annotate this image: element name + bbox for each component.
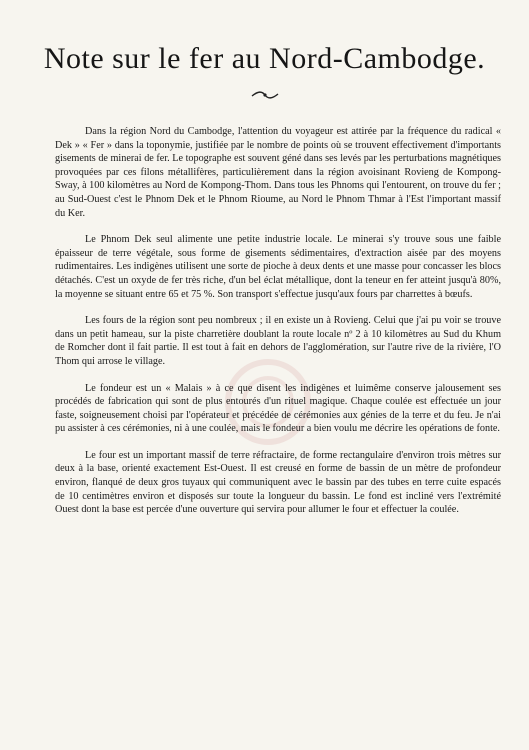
paragraph: Dans la région Nord du Cambodge, l'attention du voyageur est attirée par la fréquence du radical « Dek » « Fer » dans la toponymie, justifiée par le nombre de points où se trouvent effectivement d'importants gisements de minerai de fer. Le topographe est souvent géné dans ses levés par les perturbations magnétiques provoquées par ces filons métallifères, particulièrement dans la région avoisinant Rovieng de Kompong-Sway, à 100 kilomètres au Nord de Kompong-Thom. Dans tous les Phnoms qui l'entourent, on trouve du fer ; au Sud-Ouest c'est le Phnom Dek et le Phnom Rioume, au Nord le Phnom Thmar à l'Est l'important massif du Ker.: [55, 126, 501, 219]
flourish-ornament-icon: [250, 89, 280, 101]
paragraph: Le Phnom Dek seul alimente une petite industrie locale. Le minerai s'y trouve sous une faible épaisseur de terre végétale, sous forme de gisements sédimentaires, d'extraction aisée par des moyens rudimentaires. Les indigènes utilisent une sorte de pioche à deux dents et une masse pour concasser les blocs détachés. C'est un oxyde de fer très riche, d'un bel éclat métallique, dont la teneur en fer atteint jusqu'à 80%, la moyenne se situant entre 65 et 75 %. Son transport s'effectue jusqu'aux fours par charrettes à bœufs.: [55, 234, 501, 300]
paragraph: Les fours de la région sont peu nombreux ; il en existe un à Rovieng. Celui que j'ai pu voir se trouve dans un petit hameau, sur la piste charretière doublant la route locale nº 2 à 10 kilomètres au Sud du Khum de Romcher dont il fait partie. Il est tout à fait en dehors de l'agglomération, sur l'autre rive de la rivière, l'O Thom qui arrose le village.: [55, 315, 501, 367]
page-title: Note sur le fer au Nord-Cambodge.: [43, 42, 486, 75]
paragraph: Le four est un important massif de terre réfractaire, de forme rectangulaire d'environ trois mètres sur deux à la base, orienté exactement Est-Ouest. Il est creusé en forme de bassin de un mètre de profondeur environ, flanqué de deux gros tuyaux qui communiquent avec le bassin par des tubes en terre cuite espacés de 10 centimètres environ et disposés sur toute la longueur du bassin. Le fond est incliné vers l'extrémité Ouest dont la base est percée d'une ouverture qui servira pour allumer le four et effectuer la coulée.: [55, 449, 501, 516]
paragraph: Le fondeur est un « Malais » à ce que disent les indigènes et luimême conserve jalousement ses procédés de fabrication qui sont de plus entourés d'un rituel magique. Chaque coulée est effectuée un jour faste, soigneusement choisi par l'opérateur et précédée de cérémonies aux génies de la terre et du feu. Je n'ai pu assister à ces cérémonies, ni à une coulée, mais le fondeur a bien voulu me décrire les opérations de fonte.: [55, 382, 501, 435]
article-body: [55, 125, 501, 530]
